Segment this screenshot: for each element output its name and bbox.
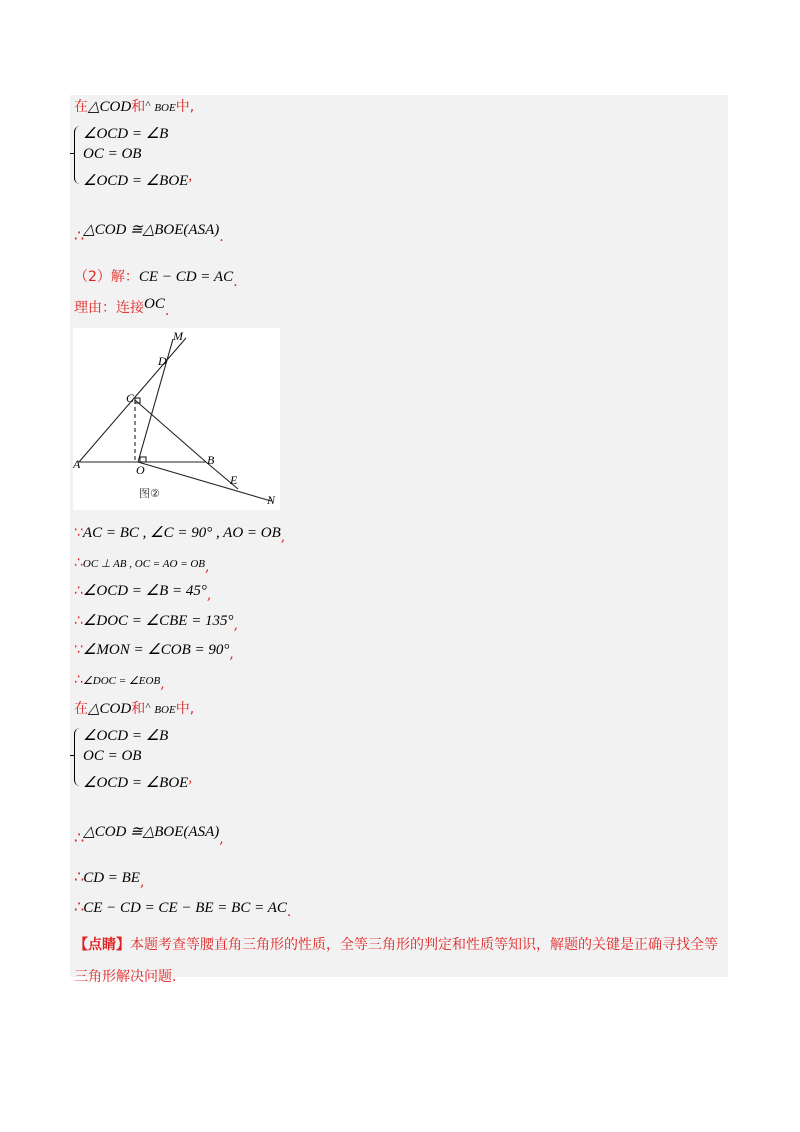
- system-row: ∠OCD = ∠BOE,: [83, 770, 193, 791]
- label-b: B: [207, 453, 215, 467]
- figure-caption: 图②: [139, 487, 160, 500]
- system-row: ∠OCD = ∠B: [83, 728, 169, 744]
- step-line: ∴∠DOC = ∠EOB,: [74, 672, 165, 692]
- in-triangles-line-1: 在△COD和^ BOE中,: [74, 99, 195, 115]
- part2-line: （2）解：CE − CD = AC.: [74, 269, 238, 290]
- brace-icon: [74, 126, 81, 184]
- label-c: C: [126, 391, 135, 405]
- step-line: ∴OC ⊥ AB , OC = AO = OB,: [74, 555, 210, 575]
- step-line: ∴CD = BE,: [74, 867, 145, 890]
- label-m: M: [173, 329, 183, 343]
- geometry-figure: [73, 328, 280, 510]
- segment-c-b: [135, 400, 206, 462]
- label-a: A: [73, 457, 81, 471]
- in-triangles-line-2: 在△COD和^ BOE中,: [74, 701, 195, 717]
- step-line: ∴∠DOC = ∠CBE = 135°,: [74, 613, 239, 633]
- conclusion-line-1: ∴△COD ≅△BOE(ASA).: [74, 222, 224, 245]
- step-line: ∵AC = BC , ∠C = 90° , AO = OB,: [74, 525, 286, 545]
- right-angle-o: [140, 457, 146, 462]
- label-o: O: [136, 463, 145, 477]
- reason-line: 理由：连接OC.: [74, 296, 170, 319]
- ray-o-m: [138, 339, 173, 462]
- system-row: OC = OB: [83, 748, 142, 764]
- system-row: ∠OCD = ∠BOE,: [83, 168, 193, 189]
- step-line: ∵∠MON = ∠COB = 90°,: [74, 642, 234, 662]
- label-n: N: [267, 493, 276, 507]
- comment-note: 【点睛】本题考查等腰直角三角形的性质，全等三角形的判定和性质等知识，解题的关键是正确寻找全等三角形解决问题.: [74, 937, 718, 985]
- geometry-diagram: [73, 328, 280, 510]
- step-line: ∴∠OCD = ∠B = 45°,: [74, 583, 212, 603]
- brace-icon: [74, 728, 81, 786]
- system-row: OC = OB: [83, 146, 142, 162]
- label-d: D: [158, 354, 167, 368]
- label-e: E: [230, 473, 238, 487]
- conclusion-line-2: ∴△COD ≅△BOE(ASA),: [74, 824, 224, 847]
- step-line: ∴CE − CD = CE − BE = BC = AC.: [74, 897, 292, 920]
- system-row: ∠OCD = ∠B: [83, 126, 169, 142]
